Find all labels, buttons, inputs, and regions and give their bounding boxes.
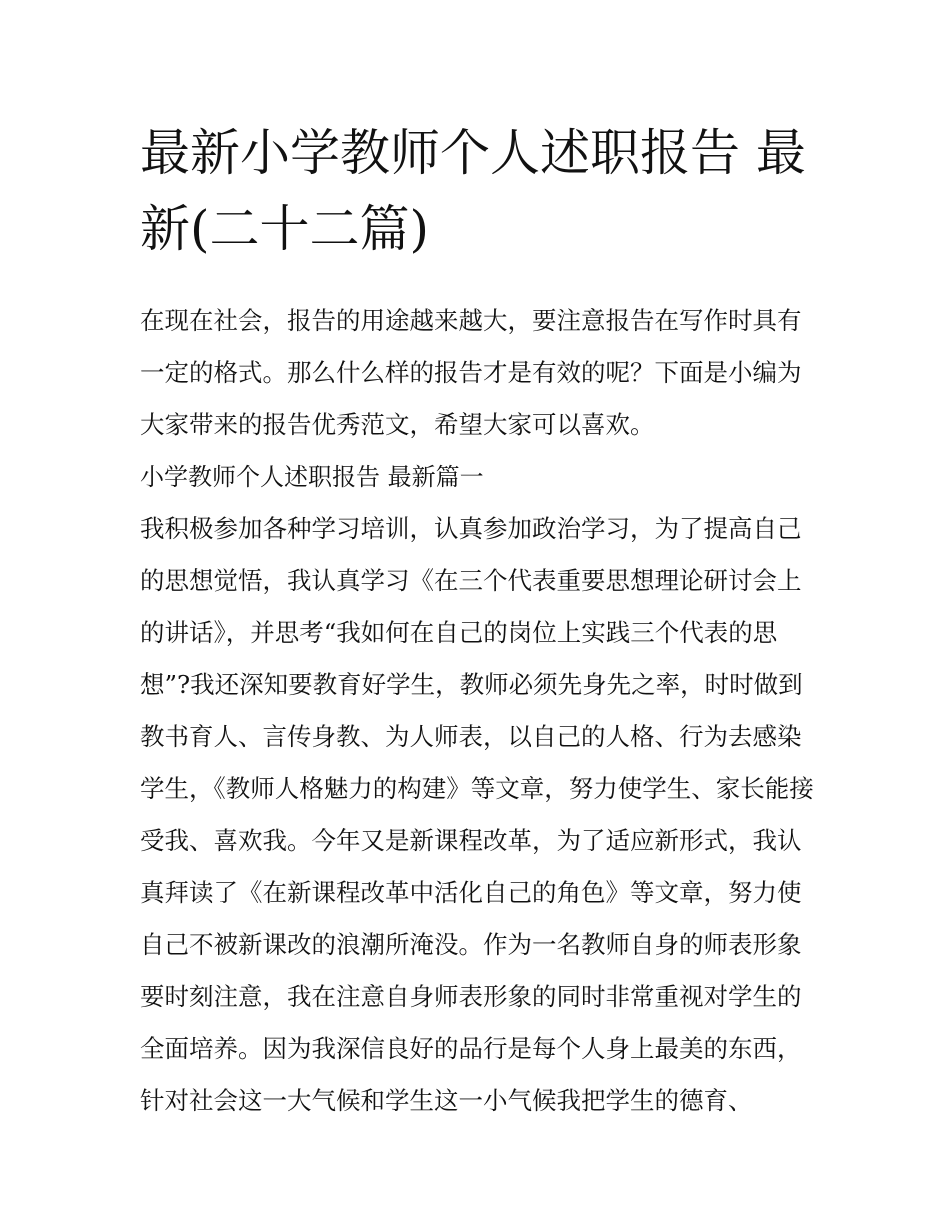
intro-paragraph: 在现在社会，报告的用途越来越大，要注意报告在写作时具有一定的格式。那么什么样的报告才是有效的呢？下面是小编为大家带来的报告优秀范文，希望大家可以喜欢。 (140, 306, 802, 439)
document-content (140, 115, 815, 1127)
document-title: 最新小学教师个人述职报告 最新(二十二篇) (140, 124, 806, 258)
section-heading: 小学教师个人述职报告 最新篇一 (140, 463, 484, 491)
body-paragraph: 我积极参加各种学习培训，认真参加政治学习，为了提高自己的思想觉悟，我认真学习《在三个代表重要思想理论研讨会上的讲话》，并思考“我如何在自己的岗位上实践三个代表的思想”?我还深知要教育好学生，教师必须先身先之率，时时做到教书育人、言传身教、为人师表，以自己的人格、行为去感染学生，《教师人格魅力的构建》等文章，努力使学生、家长能接受我、喜欢我。今年又是新课程改革，为了适应新形式，我认真拜读了《在新课程改革中活化自己的角色》等文章，努力使自己不被新课改的浪潮所淹没。作为一名教师自身的师表形象要时刻注意，我在注意自身师表形象的同时非常重视对学生的全面培养。因为我深信良好的品行是每个人身上最美的东西，针对社会这一大气候和学生这一小气候我把学生的德育、 (140, 514, 814, 1115)
